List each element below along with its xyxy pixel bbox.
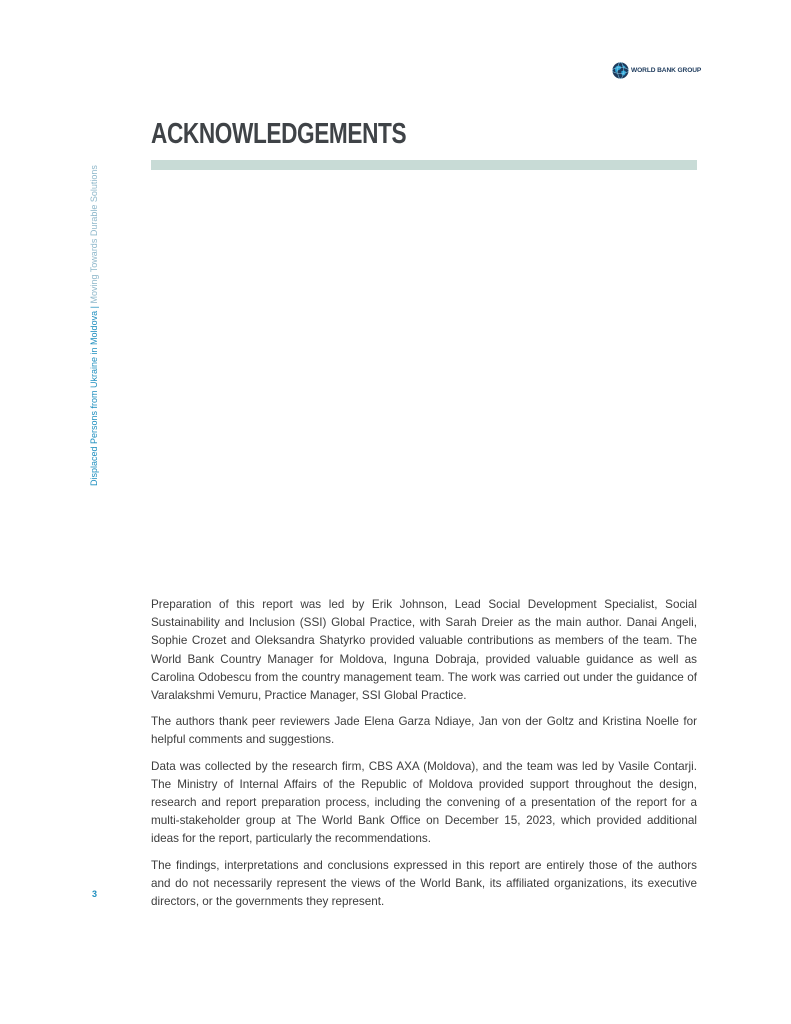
page-title: ACKNOWLEDGEMENTS <box>151 118 407 150</box>
running-head-separator: | <box>89 306 99 309</box>
paragraph-data-collection: Data was collected by the research firm, CBS AXA (Moldova), and the team was led by Vasile Contarji. The Ministry of Internal Affairs of the Republic of Moldova provided support throughout the design, research and report preparation process, including the convening of a presentation of the report for a multi-stakeholder group at The World Bank Office on December 15, 2023, which provided additional ideas for the report, particularly the recommendations. <box>151 759 697 846</box>
paragraph-preparation: Preparation of this report was led by Erik Johnson, Lead Social Development Specialist, Social Sustainability and Inclusion (SSI) Global Practice, with Sarah Dreier as the main author. Danai Angeli, Sophie Crozet and Oleksandra Shatyrko provided valuable contributions as members of the team. The World Bank Country Manager for Moldova, Inguna Dobraja, provided valuable guidance as well as Carolina Odobescu from the country management team. The work was carried out under the guidance of Varalakshmi Vemuru, Practice Manager, SSI Global Practice. <box>151 598 697 703</box>
running-head-title: Displaced Persons from Ukraine in Moldova <box>89 310 99 486</box>
world-bank-globe-icon <box>612 62 629 79</box>
body-text <box>151 596 697 919</box>
paragraph-disclaimer: The findings, interpretations and conclusions expressed in this report are entirely those of the authors and do not necessarily represent the views of the World Bank, its affiliated organizations, its executive directors, or the governments they represent. <box>151 858 697 909</box>
running-head-subtitle: Moving Towards Durable Solutions <box>89 165 99 304</box>
running-head <box>88 116 100 486</box>
page-number: 3 <box>92 889 98 899</box>
logo-wordmark: WORLD BANK GROUP <box>631 66 702 74</box>
world-bank-group-logo <box>612 61 701 79</box>
paragraph-peer-reviewers: The authors thank peer reviewers Jade Elena Garza Ndiaye, Jan von der Goltz and Kristina Noelle for helpful comments and suggestions. <box>151 715 697 747</box>
title-rule <box>151 160 697 170</box>
